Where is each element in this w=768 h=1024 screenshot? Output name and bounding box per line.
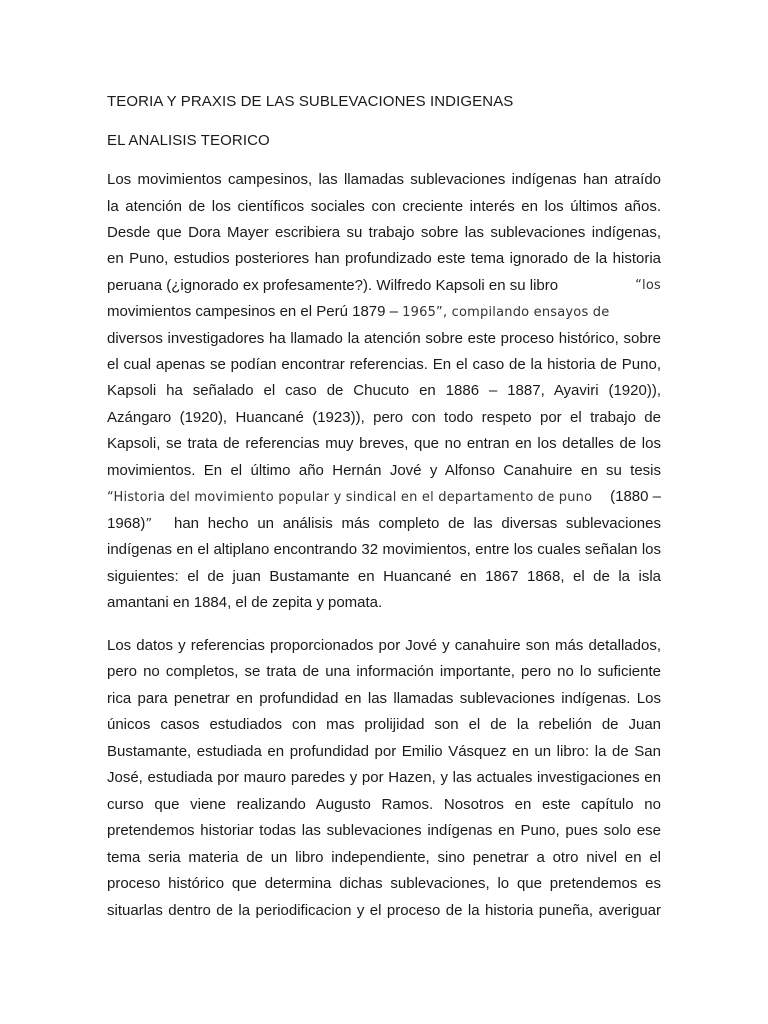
line-text: 1968) bbox=[107, 515, 146, 532]
paragraph-line: pretendemos historiar todas las sublevaciones indígenas en Puno, pues solo ese bbox=[107, 822, 661, 839]
paragraph-line: proceso histórico que determina dichas sublevaciones, lo que pretendemos es bbox=[107, 875, 661, 892]
paragraph-line: Kapsoli ha señalado el caso de Chucuto en 1886 – 1887, Ayaviri (1920)), bbox=[107, 382, 661, 399]
paragraph-line: indígenas en el altiplano encontrando 32 movimientos, entre los cuales señalan los bbox=[107, 541, 661, 558]
book-quote-close: 1965”, compilando ensayos de bbox=[402, 305, 610, 320]
document-title: TEORIA Y PRAXIS DE LAS SUBLEVACIONES INDIGENAS bbox=[107, 93, 514, 110]
book-quote-open: “los bbox=[635, 278, 661, 293]
paragraph-line: pero no completos, se trata de una información importante, pero no lo suficiente bbox=[107, 663, 661, 680]
paragraph-line: el cual apenas se podían encontrar referencias. En el caso de la historia de Puno, bbox=[107, 356, 661, 373]
paragraph-line: siguientes: el de juan Bustamante en Huancané en 1867 1868, el de la isla bbox=[107, 568, 661, 585]
paragraph-line: Kapsoli, se trata de referencias muy breves, que no entran en los detalles de los bbox=[107, 435, 661, 452]
paragraph-line: Los movimientos campesinos, las llamadas sublevaciones indígenas han atraído bbox=[107, 171, 661, 188]
paragraph-line: Azángaro (1920), Huancané (1923)), pero con todo respeto por el trabajo de bbox=[107, 409, 661, 426]
paragraph-line: Bustamante, estudiada en profundidad por Emilio Vásquez en un libro: la de San bbox=[107, 743, 661, 760]
paragraph-line: rica para penetrar en profundidad en las llamadas sublevaciones indígenas. Los bbox=[107, 690, 661, 707]
paragraph-line: en Puno, estudios posteriores han profundizado este tema ignorado de la historia bbox=[107, 250, 661, 267]
paragraph-line bbox=[107, 487, 661, 508]
paragraph-line bbox=[107, 514, 661, 535]
paragraph-line: diversos investigadores ha llamado la atención sobre este proceso histórico, sobre bbox=[107, 330, 661, 347]
paragraph-line: movimientos. En el último año Hernán Jové y Alfonso Canahuire en su tesis bbox=[107, 462, 661, 479]
paragraph-line: curso que viene realizando Augusto Ramos. Nosotros en este capítulo no bbox=[107, 796, 661, 813]
paragraph-line bbox=[107, 276, 661, 296]
line-text: han hecho un análisis más completo de las diversas sublevaciones bbox=[174, 515, 661, 532]
line-text: (1880 – bbox=[610, 488, 661, 505]
section-title: EL ANALISIS TEORICO bbox=[107, 132, 270, 149]
paragraph-line: Desde que Dora Mayer escribiera su trabajo sobre las sublevaciones indígenas, bbox=[107, 224, 661, 241]
paragraph-line: únicos casos estudiados con mas prolijidad son el de la rebelión de Juan bbox=[107, 716, 661, 733]
paragraph-line: situarlas dentro de la periodificacion y el proceso de la historia puneña, averiguar bbox=[107, 902, 661, 919]
thesis-title: “Historia del movimiento popular y sindical en el departamento de puno bbox=[107, 490, 593, 505]
paragraph-line: tema seria materia de un libro independiente, sino penetrar a otro nivel en el bbox=[107, 849, 661, 866]
paragraph-line: amantani en 1884, el de zepita y pomata. bbox=[107, 594, 383, 611]
paragraph-line: José, estudiada por mauro paredes y por Hazen, y las actuales investigaciones en bbox=[107, 769, 661, 786]
thesis-quote-close: ” bbox=[145, 517, 153, 532]
line-text: peruana (¿ignorado ex profesamente?). Wilfredo Kapsoli en su libro bbox=[107, 277, 559, 294]
paragraph-line: la atención de los científicos sociales con creciente interés en los últimos años. bbox=[107, 198, 661, 215]
paragraph-line: Los datos y referencias proporcionados por Jové y canahuire son más detallados, bbox=[107, 637, 661, 654]
paragraph-line bbox=[107, 302, 661, 323]
line-text: movimientos campesinos en el Perú 1879 – bbox=[107, 303, 403, 320]
